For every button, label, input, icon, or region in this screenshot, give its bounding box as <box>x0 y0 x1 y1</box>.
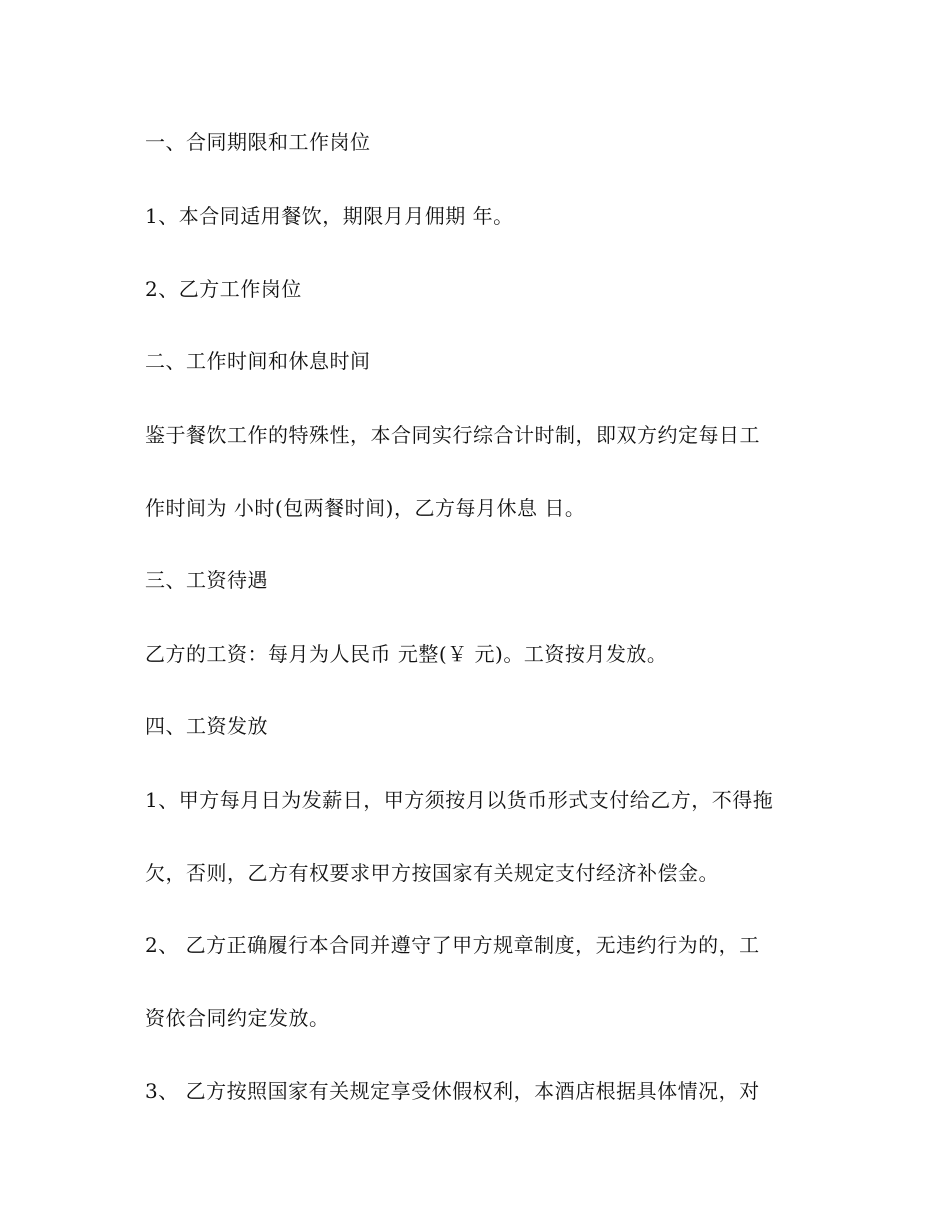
paragraph-work-hours-line-1: 鉴于餐饮工作的特殊性，本合同实行综合计时制，即双方约定每日工 <box>145 423 760 447</box>
section-heading-work-hours: 二、工作时间和休息时间 <box>145 349 371 373</box>
clause-payment-2-line-1: 2、 乙方正确履行本合同并遵守了甲方规章制度，无违约行为的，工 <box>145 933 760 957</box>
clause-payment-3-line-1: 3、 乙方按照国家有关规定享受休假权利，本酒店根据具体情况，对 <box>145 1079 760 1103</box>
clause-2-position: 2、乙方工作岗位 <box>145 277 302 301</box>
clause-payment-1-line-1: 1、甲方每月日为发薪日，甲方须按月以货币形式支付给乙方，不得拖 <box>145 788 774 812</box>
clause-payment-1-line-2: 欠，否则，乙方有权要求甲方按国家有关规定支付经济补偿金。 <box>145 861 719 885</box>
clause-1-term: 1、本合同适用餐饮，期限月月佣期 年。 <box>145 204 514 228</box>
clause-payment-2-line-2: 资依合同约定发放。 <box>145 1006 330 1030</box>
section-heading-wages: 三、工资待遇 <box>145 568 268 592</box>
paragraph-work-hours-line-2: 作时间为 小时(包两餐时间)，乙方每月休息 日。 <box>145 496 586 520</box>
section-heading-contract-term: 一、合同期限和工作岗位 <box>145 130 371 154</box>
section-heading-wage-payment: 四、工资发放 <box>145 714 268 738</box>
paragraph-wages: 乙方的工资：每月为人民币 元整(￥ 元)。工资按月发放。 <box>145 642 668 666</box>
